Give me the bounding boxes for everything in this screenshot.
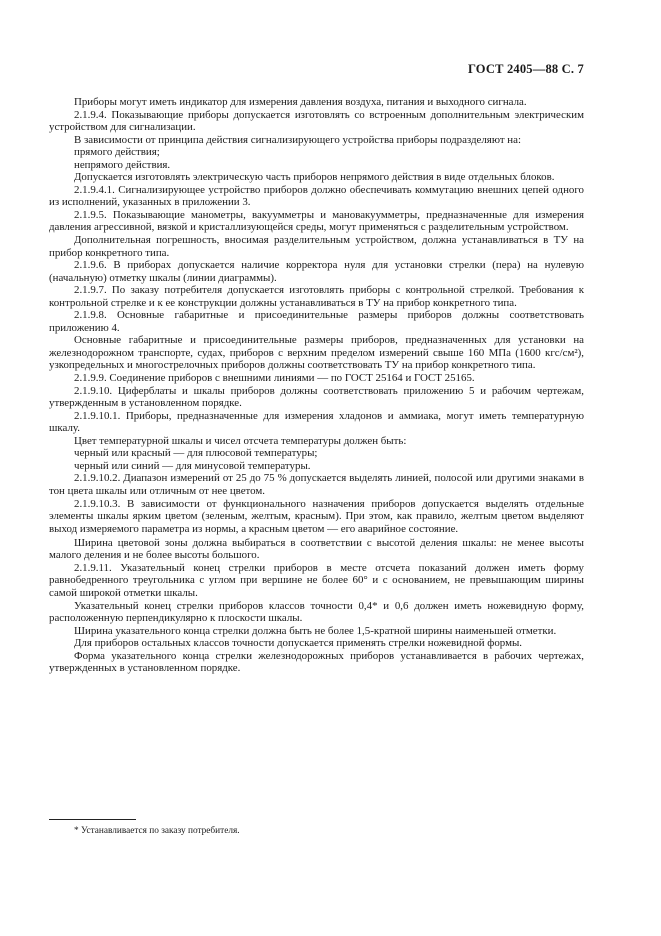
paragraph: Основные габаритные и присоединительные размеры приборов, предназначенных для установки на железнодорожном транспорте, судах, приборов с верхним пределом измерений свыше 160 МПа (1600 кгс/см²), узкопредельных и многострелочных приборов должны соответствовать ТУ на прибор конкретного типа. [49, 334, 584, 372]
paragraph: Форма указательного конца стрелки железнодорожных приборов устанавливается в рабочих чертежах, утвержденных в установленном порядке. [49, 649, 584, 675]
paragraph: Ширина указательного конца стрелки должна быть не более 1,5-кратной ширины наименьшей отметки. [74, 624, 557, 637]
paragraph: черный или синий — для минусовой температуры. [74, 459, 311, 472]
running-header: ГОСТ 2405—88 С. 7 [467, 62, 584, 76]
paragraph: 2.1.9.10.2. Диапазон измерений от 25 до 75 % допускается выделять линией, полосой или другими знаками в тон цвета шкалы или отличным от нее цветом. [49, 472, 584, 497]
paragraph: черный или красный — для плюсовой температуры; [74, 447, 318, 460]
paragraph: Допускается изготовлять электрическую часть приборов непрямого действия в виде отдельных блоков. [74, 171, 555, 184]
paragraph: 2.1.9.5. Показывающие манометры, вакуумметры и мановакуумметры, предназначенные для измерения давления агрессивной, вязкой и кристаллизующейся среды, могут применяться с разделительным устройством. [49, 208, 584, 234]
paragraph: 2.1.9.4.1. Сигнализирующее устройство приборов должно обеспечивать коммутацию внешних цепей одного из исполнений, указанных в приложении 3. [49, 183, 584, 209]
paragraph: 2.1.9.10. Циферблаты и шкалы приборов должны соответствовать приложению 5 и рабочим чертежам, утвержденным в установленном порядке. [49, 384, 584, 410]
paragraph: 2.1.9.7. По заказу потребителя допускается изготовлять приборы с контрольной стрелкой. Требования к контрольной стрелке и к ее конструкции должны устанавливаться в ТУ на прибор конкретного типа. [49, 284, 584, 309]
paragraph: В зависимости от принципа действия сигнализирующего устройства приборы подразделяют на: [74, 133, 521, 146]
paragraph: 2.1.9.9. Соединение приборов с внешними линиями — по ГОСТ 25164 и ГОСТ 25165. [74, 372, 475, 385]
paragraph: 2.1.9.8. Основные габаритные и присоединительные размеры приборов должны соответствовать приложению 4. [49, 309, 584, 334]
paragraph: непрямого действия. [74, 158, 171, 171]
paragraph: Дополнительная погрешность, вносимая разделительным устройством, должна устанавливаться в ТУ на прибор конкретного типа. [49, 234, 584, 259]
paragraph: Указательный конец стрелки приборов классов точности 0,4* и 0,6 должен иметь ножевидную форму, расположенную перпендикулярно к плоскости шкалы. [49, 599, 584, 625]
paragraph: 2.1.9.10.3. В зависимости от функционального назначения приборов допускается выделять отдельные элементы шкалы ярким цветом (зеленым, желтым, красным). При этом, как правило, желтым цветом выделяют выход измеряемого параметра из нормы, а красным цветом — его аварийное состояние. [49, 497, 584, 535]
paragraph: Приборы могут иметь индикатор для измерения давления воздуха, питания и выходного сигнала. [74, 96, 527, 108]
paragraph: Для приборов остальных классов точности допускается применять стрелки ножевидной формы. [74, 637, 523, 650]
paragraph: 2.1.9.10.1. Приборы, предназначенные для измерения хладонов и аммиака, могут иметь температурную шкалу. [49, 409, 584, 435]
paragraph: 2.1.9.6. В приборах допускается наличие корректора нуля для установки стрелки (пера) на нулевую (начальную) отметку шкалы (линии диаграммы). [49, 259, 584, 284]
paragraph: Ширина цветовой зоны должна выбираться в соответствии с высотой деления шкалы: не менее высоты малого деления и не более высоты большого. [49, 536, 584, 562]
paragraph: 2.1.9.4. Показывающие приборы допускается изготовлять со встроенным дополнительным электрическим устройством для сигнализации. [49, 108, 584, 134]
paragraph: прямого действия; [74, 146, 160, 159]
paragraph: 2.1.9.11. Указательный конец стрелки приборов в месте отсчета показаний должен иметь форму равнобедренного треугольника с углом при вершине не более 60° и с основанием, не превышающим ширины самой широкой отметки шкалы. [49, 561, 584, 600]
footnote: * Устанавливается по заказу потребителя. [74, 826, 240, 836]
body-text [49, 96, 584, 675]
paragraph: Цвет температурной шкалы и чисел отсчета температуры должен быть: [74, 434, 407, 447]
footnote-divider [49, 819, 136, 820]
